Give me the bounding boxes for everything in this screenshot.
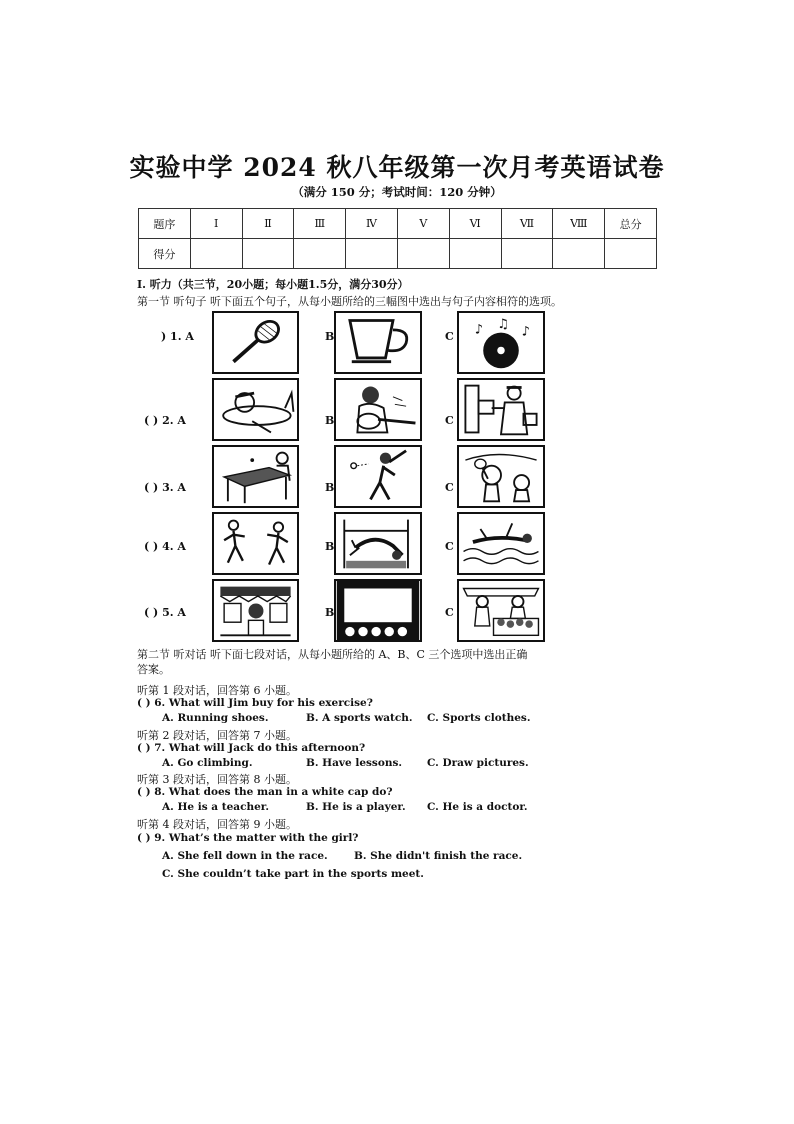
question-label: ( ) 4. A: [144, 540, 186, 553]
score-input-cell[interactable]: [449, 239, 501, 269]
score-input-cell[interactable]: [397, 239, 449, 269]
dialog-intro: 听第 1 段对话，回答第 6 小题。: [137, 684, 297, 697]
svg-text:♫: ♫: [497, 316, 510, 332]
part1-instruction: 第一节 听句子 听下面五个句子，从每小题所给的三幅图中选出与句子内容相符的选项。: [137, 295, 562, 308]
tennis-racket-picture[interactable]: [212, 311, 299, 374]
option-c[interactable]: C. He is a doctor.: [427, 801, 528, 813]
score-input-cell[interactable]: [501, 239, 553, 269]
part2-instruction: 第二节 听对话 听下面七段对话，从每小题所给的 A、B、C 三个选项中选出正确: [137, 648, 528, 661]
option-b[interactable]: B. A sports watch.: [306, 712, 413, 724]
score-input-cell[interactable]: [346, 239, 398, 269]
dialog-intro: 听第 4 段对话，回答第 9 小题。: [137, 818, 297, 831]
option-c-label: C: [445, 481, 454, 494]
option-a[interactable]: A. He is a teacher.: [162, 801, 269, 813]
question-label: ) 1. A: [161, 330, 194, 343]
score-input-cell[interactable]: [242, 239, 294, 269]
page-title: 实验中学 2024 秋八年级第一次月考英语试卷: [129, 153, 665, 182]
teacup-picture[interactable]: [334, 311, 422, 374]
restaurant-picture[interactable]: [212, 579, 299, 642]
table-cell: Ⅲ: [294, 209, 346, 239]
question-stem: ( ) 6. What will Jim buy for his exercise?: [137, 697, 373, 709]
table-cell: Ⅴ: [397, 209, 449, 239]
option-b-label: B: [325, 606, 335, 619]
table-row: [139, 239, 657, 269]
option-b-label: B: [325, 481, 335, 494]
question-label: ( ) 5. A: [144, 606, 186, 619]
question-label: ( ) 3. A: [144, 481, 186, 494]
option-a[interactable]: A. She fell down in the race.: [162, 850, 328, 862]
option-c[interactable]: C. Sports clothes.: [427, 712, 531, 724]
option-a[interactable]: A. Go climbing.: [162, 757, 253, 769]
svg-text:♪: ♪: [474, 322, 484, 338]
score-input-cell[interactable]: [605, 239, 657, 269]
music-record-picture[interactable]: [457, 311, 545, 374]
high-jump-picture[interactable]: [334, 512, 422, 575]
option-b-label: B: [325, 414, 335, 427]
score-input-cell[interactable]: [190, 239, 242, 269]
table-row: [139, 209, 657, 239]
option-c-label: C: [445, 606, 454, 619]
tennis-kids-picture[interactable]: [457, 445, 545, 508]
swimming-picture[interactable]: [457, 512, 545, 575]
score-table: [138, 208, 657, 269]
exam-info: （满分 150 分；考试时间：120 分钟）: [292, 185, 502, 199]
dialog-intro: 听第 2 段对话，回答第 7 小题。: [137, 729, 297, 742]
option-c[interactable]: C. Draw pictures.: [427, 757, 529, 769]
option-c-label: C: [445, 414, 454, 427]
cinema-picture[interactable]: [334, 579, 422, 642]
table-cell: 得分: [139, 239, 191, 269]
option-c-label: C: [445, 540, 454, 553]
guitar-player-picture[interactable]: [334, 378, 422, 441]
pilot-airplane-picture[interactable]: [212, 378, 299, 441]
table-cell: Ⅳ: [346, 209, 398, 239]
ping-pong-picture[interactable]: [212, 445, 299, 508]
table-cell: Ⅶ: [501, 209, 553, 239]
option-c-label: C: [445, 330, 454, 343]
market-picture[interactable]: [457, 579, 545, 642]
question-stem: ( ) 8. What does the man in a white cap do?: [137, 786, 393, 798]
score-input-cell[interactable]: [294, 239, 346, 269]
table-cell: Ⅷ: [553, 209, 605, 239]
baseball-picture[interactable]: [334, 445, 422, 508]
table-cell: Ⅵ: [449, 209, 501, 239]
option-b-label: B: [325, 540, 335, 553]
postman-picture[interactable]: [457, 378, 545, 441]
table-cell: Ⅱ: [242, 209, 294, 239]
question-stem: ( ) 7. What will Jack do this afternoon?: [137, 742, 366, 754]
dialog-intro: 听第 3 段对话，回答第 8 小题。: [137, 773, 297, 786]
option-a[interactable]: A. Running shoes.: [162, 712, 269, 724]
svg-text:♪: ♪: [521, 324, 530, 340]
question-stem: ( ) 9. What’s the matter with the girl?: [137, 832, 359, 844]
table-cell: 总分: [605, 209, 657, 239]
running-picture[interactable]: [212, 512, 299, 575]
table-cell: 题序: [139, 209, 191, 239]
option-b[interactable]: B. She didn't finish the race.: [354, 850, 523, 862]
option-c[interactable]: C. She couldn’t take part in the sports meet.: [162, 868, 424, 880]
option-b[interactable]: B. Have lessons.: [306, 757, 403, 769]
table-cell: Ⅰ: [190, 209, 242, 239]
option-b-label: B: [325, 330, 335, 343]
score-input-cell[interactable]: [553, 239, 605, 269]
question-label: ( ) 2. A: [144, 414, 186, 427]
option-b[interactable]: B. He is a player.: [306, 801, 406, 813]
part2-instruction-cont: 答案。: [137, 663, 170, 676]
section-heading: I. 听力（共三节，20小题；每小题1.5分，满分30分）: [137, 278, 409, 291]
